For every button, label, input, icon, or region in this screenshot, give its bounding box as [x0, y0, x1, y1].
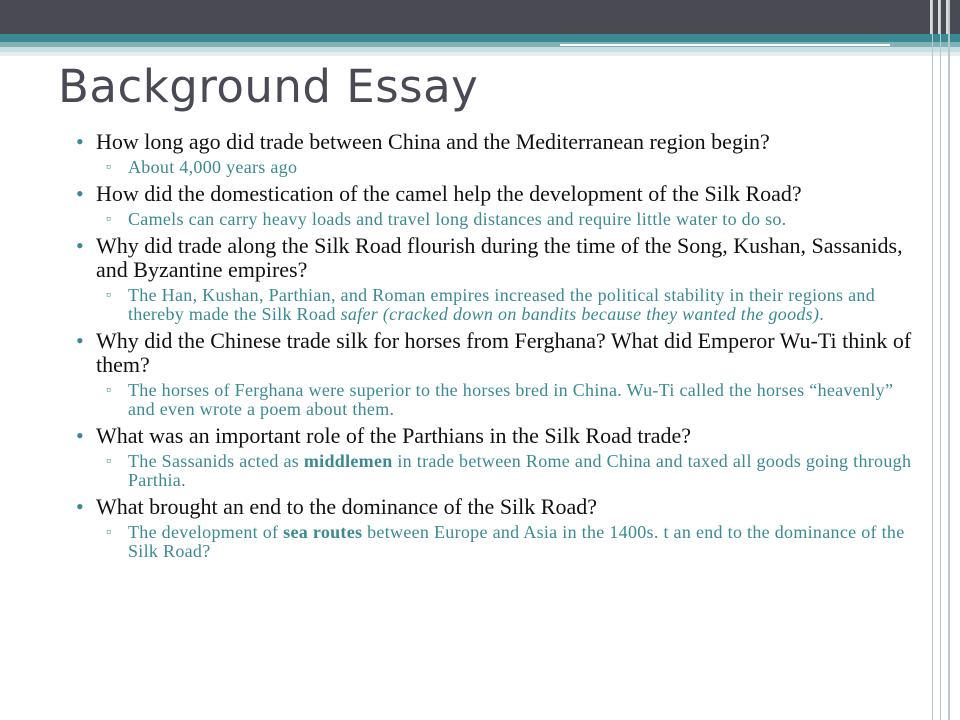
question-6: • What brought an end to the dominance of the Silk Road?: [76, 494, 597, 519]
slide-title: Background Essay: [58, 60, 479, 113]
bullet-icon: •: [76, 181, 84, 206]
header-band-lightest: [0, 52, 960, 56]
answer-3: ▫ The Han, Kushan, Parthian, and Roman empires increased the political stability in their regions and thereby made the Silk Road safer (cracked down on bandits because they wanted the goods).: [106, 285, 876, 324]
header-deco-line: [680, 56, 775, 58]
bullet-icon: •: [76, 328, 84, 353]
sub-bullet-icon: ▫: [106, 212, 112, 227]
sub-bullet-icon: ▫: [106, 383, 112, 398]
header-band-teal: [0, 34, 960, 42]
question-1: • How long ago did trade between China and the Mediterranean region begin?: [76, 129, 770, 154]
sub-bullet-icon: ▫: [106, 454, 112, 469]
right-edge-line: [940, 0, 941, 720]
answer-5: ▫ The Sassanids acted as middlemen in trade between Rome and China and taxed all goods going through Parthia.: [106, 451, 912, 490]
answer-3-italic: safer (cracked down on bandits because they wanted the goods): [340, 304, 820, 324]
sub-bullet-icon: ▫: [106, 160, 112, 175]
right-edge-line: [932, 0, 933, 720]
answer-2: ▫ Camels can carry heavy loads and travel long distances and require little water to do so.: [106, 209, 787, 229]
bullet-icon: •: [76, 423, 84, 448]
question-4: • Why did the Chinese trade silk for horses from Ferghana? What did Emperor Wu-Ti think of them?: [76, 328, 912, 377]
answer-6: ▫ The development of sea routes between Europe and Asia in the 1400s. t an end to the dominance of the Silk Road?: [106, 522, 905, 561]
sub-bullet-icon: ▫: [106, 525, 112, 540]
sub-bullet-icon: ▫: [106, 288, 112, 303]
bullet-icon: •: [76, 494, 84, 519]
right-edge-line: [948, 0, 950, 720]
header-bar: [0, 0, 960, 34]
question-2: • How did the domestication of the camel help the development of the Silk Road?: [76, 181, 802, 206]
answer-6-bold: sea routes: [283, 522, 363, 542]
header-deco-line: [560, 44, 890, 46]
answer-5-bold: middlemen: [303, 451, 393, 471]
bullet-icon: •: [76, 129, 84, 154]
question-3: • Why did trade along the Silk Road flourish during the time of the Song, Kushan, Sassanids, and Byzantine empires?: [76, 233, 903, 282]
answer-4: ▫ The horses of Ferghana were superior to the horses bred in China. Wu-Ti called the horses “heavenly” and even wrote a poem about them.: [106, 380, 894, 419]
answer-1: ▫ About 4,000 years ago: [106, 157, 298, 177]
question-5: • What was an important role of the Parthians in the Silk Road trade?: [76, 423, 692, 448]
bullet-list: [76, 130, 916, 566]
bullet-icon: •: [76, 233, 84, 258]
